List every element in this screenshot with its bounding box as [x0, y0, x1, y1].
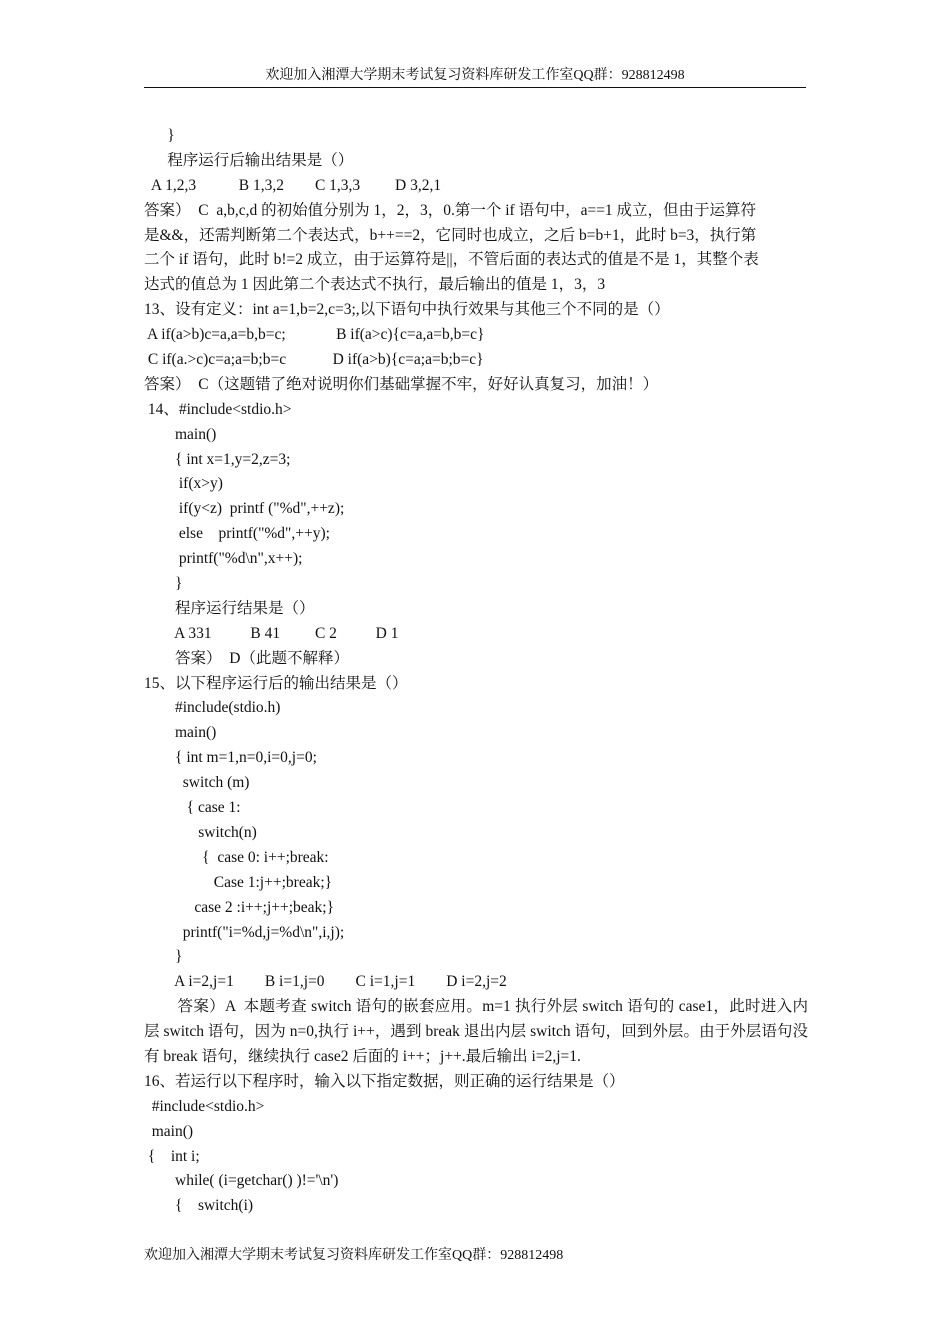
text-line: C if(a.>c)c=a;a=b;b=c D if(a>b){c=a;a=b;b=c}	[144, 351, 484, 369]
text-line: Case 1:j++;break;}	[144, 873, 333, 891]
text-line: main()	[144, 724, 217, 742]
text-line: if(y<z) printf ("%d",++z);	[144, 500, 345, 518]
text-line: }	[144, 127, 175, 144]
text-line: 答案） C（这题错了绝对说明你们基础掌握不牢，好好认真复习，加油！）	[144, 375, 659, 393]
text-line: 程序运行结果是（）	[144, 599, 315, 617]
text-line: 达式的值总为 1 因此第二个表达式不执行，最后输出的值是 1，3，3	[144, 276, 606, 294]
text-line: }	[144, 575, 183, 593]
page-content	[144, 124, 808, 1219]
text-line: 二个 if 语句，此时 b!=2 成立，由于运算符是||，不管后面的表达式的值是不是 1，其整个表	[144, 251, 759, 269]
text-line: printf("i=%d,j=%d\n",i,j);	[144, 923, 345, 941]
text-line: A if(a>b)c=a,a=b,b=c; B if(a>c){c=a,a=b,b=c}	[144, 326, 485, 344]
text-line: { int x=1,y=2,z=3;	[144, 450, 291, 468]
header-rule	[144, 87, 806, 88]
text-line: 答案） D（此题不解释）	[144, 649, 349, 667]
text-line: A 331 B 41 C 2 D 1	[144, 624, 399, 642]
text-line: 是&&，还需判断第二个表达式，b++==2，它同时也成立，之后 b=b+1，此时 b=3，执行第	[144, 226, 757, 244]
text-line: main()	[144, 1122, 194, 1140]
text-line: 14、#include<stdio.h>	[144, 400, 292, 418]
text-line: { int m=1,n=0,i=0,j=0;	[144, 749, 317, 767]
page-header: 欢迎加入湘潭大学期末考试复习资料库研发工作室QQ群：928812498	[265, 68, 685, 83]
text-line: 16、若运行以下程序时，输入以下指定数据，则正确的运行结果是（）	[144, 1072, 625, 1090]
text-line: if(x>y)	[144, 475, 223, 493]
text-line: case 2 :i++;j++;beak;}	[144, 898, 335, 916]
text-line: #include<stdio.h>	[144, 1097, 265, 1115]
text-line: main()	[144, 425, 217, 443]
text-line: switch (m)	[144, 774, 250, 792]
page-footer: 欢迎加入湘潭大学期末考试复习资料库研发工作室QQ群：928812498	[144, 1248, 564, 1263]
text-line: else printf("%d",++y);	[144, 525, 330, 543]
text-line: { case 0: i++;break:	[144, 848, 329, 866]
text-line: A i=2,j=1 B i=1,j=0 C i=1,j=1 D i=2,j=2	[144, 973, 507, 991]
text-line: 15、以下程序运行后的输出结果是（）	[144, 674, 408, 692]
text-line: while( (i=getchar() )!='\n')	[144, 1172, 339, 1190]
text-line: 程序运行后输出结果是（）	[144, 151, 354, 169]
text-line: #include(stdio.h)	[144, 699, 281, 717]
text-line: 答案） C a,b,c,d 的初始值分别为 1，2，3，0.第一个 if 语句中，a==1 成立，但由于运算符	[144, 201, 757, 219]
text-line: switch(n)	[144, 823, 257, 841]
text-line: { int i;	[144, 1147, 200, 1165]
text-line: { case 1:	[144, 799, 241, 817]
text-line: 13、设有定义：int a=1,b=2,c=3;,以下语句中执行效果与其他三个不同的是（）	[144, 301, 670, 319]
text-line: { switch(i)	[144, 1197, 254, 1215]
text-line: printf("%d\n",x++);	[144, 550, 303, 568]
answer-paragraph: 答案）A 本题考查 switch 语句的嵌套应用。m=1 执行外层 switch 语句的 case1，此时进入内层 switch 语句，因为 n=0,执行 i++，遇到 break 退出内层 switch 语句，回到外层。由于外层语句没有 break 语句，继续执行 case2 后面的 i++；j++.最后输出 i=2,j=1.	[144, 998, 808, 1065]
text-line: }	[144, 948, 183, 966]
text-line: A 1,2,3 B 1,3,2 C 1,3,3 D 3,2,1	[144, 176, 442, 194]
